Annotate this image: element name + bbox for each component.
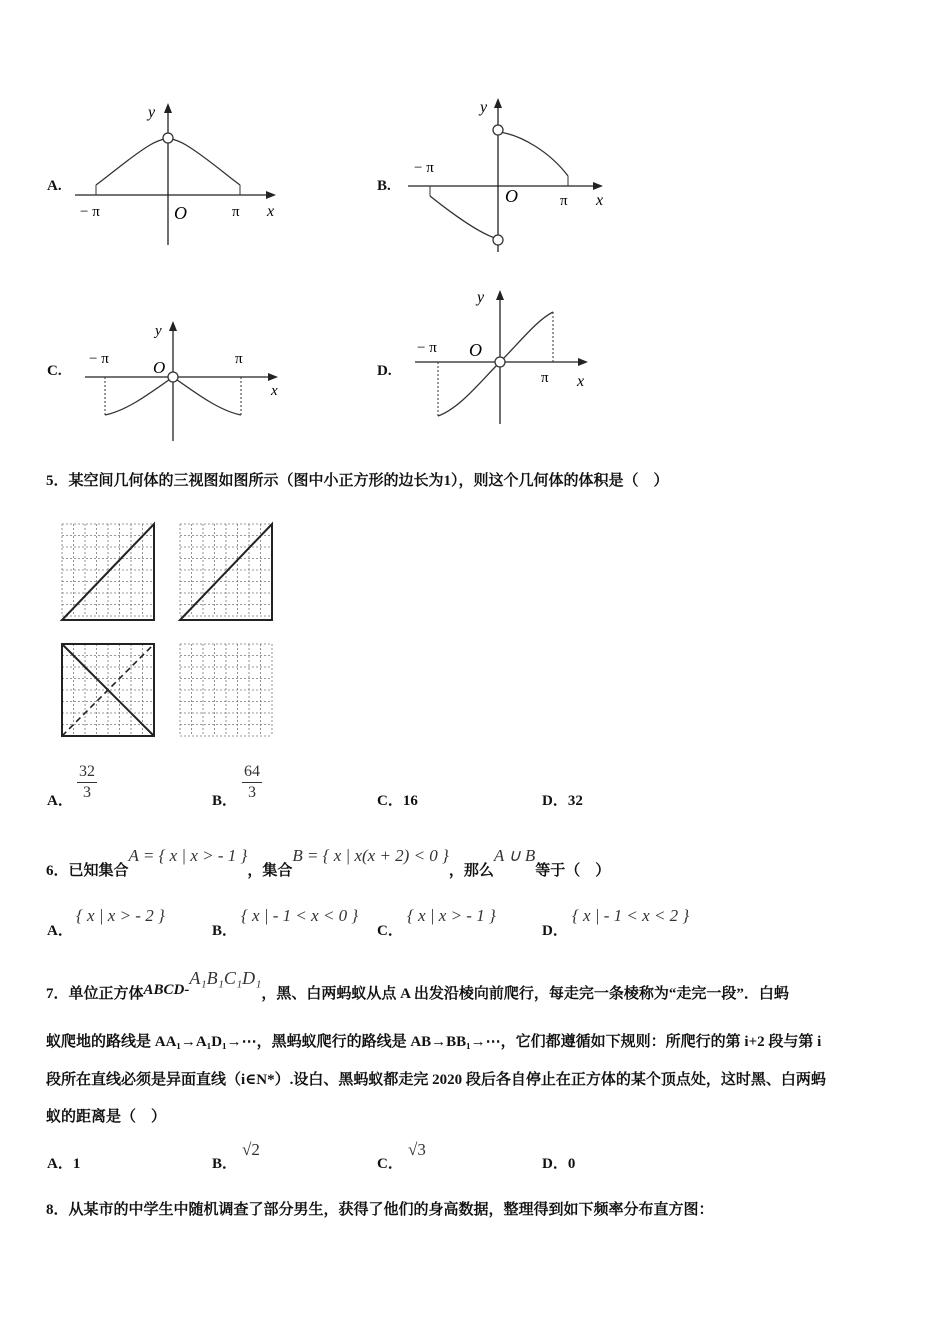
q6-option-d-value: { x | - 1 < x < 2 }	[572, 906, 690, 925]
svg-text:π: π	[560, 193, 568, 209]
q5-option-a-value: $\frac{32}{3}$	[79, 763, 95, 801]
q5-option-a-label: A．	[47, 793, 73, 809]
neg-pi-label: − π	[80, 204, 100, 220]
q7-line-2: 蚁爬地的路线是 AA₁→A₁D₁→⋯，黑蚂蚁爬行的路线是 AB→BB₁→⋯，它们都遵循如下规则：所爬行的第 i+2 段与第 i	[46, 1034, 822, 1050]
svg-text:x: x	[577, 373, 585, 390]
q7-option-d: D．0	[542, 1156, 576, 1172]
q6-option-b-label: B．	[212, 923, 238, 939]
x-label: x	[267, 203, 275, 220]
x-axis-arrow	[266, 191, 276, 199]
q5-option-b-label: B．	[212, 793, 238, 809]
q7-option-b-label: B．	[212, 1156, 238, 1172]
svg-text:O: O	[153, 358, 166, 377]
y-label: y	[148, 104, 156, 121]
graph-a	[70, 95, 290, 255]
q8-stem: 8．从某市的中学生中随机调查了部分男生，获得了他们的身高数据，整理得到如下频率分布直方图：	[46, 1202, 714, 1218]
q6-option-a-value: { x | x > - 2 }	[76, 906, 165, 925]
graph-b-label: B.	[377, 178, 391, 194]
svg-text:y: y	[477, 289, 485, 306]
q6-option-c-value: { x | x > - 1 }	[407, 906, 496, 925]
svg-text:− π: − π	[417, 340, 437, 356]
q7-line-3: 段所在直线必须是异面直线（i∈N*）.设白、黑蚂蚁都走完 2020 段后各自停止在正方体的某个顶点处，这时黑、白两蚂	[46, 1072, 826, 1088]
svg-text:π: π	[541, 370, 549, 386]
svg-text:y: y	[155, 323, 162, 339]
q6-option-d-label: D．	[542, 923, 568, 939]
graph-b	[400, 92, 620, 257]
q6-option-c-label: C．	[377, 923, 403, 939]
q6-option-b-value: { x | - 1 < x < 0 }	[241, 906, 359, 925]
graph-d-label: D.	[377, 363, 392, 379]
open-point	[163, 133, 173, 143]
three-view-diagram	[58, 520, 278, 744]
svg-text:O: O	[469, 340, 482, 360]
q7-option-b-value: √2	[242, 1140, 260, 1159]
svg-text:π: π	[235, 351, 243, 367]
q5-option-c: C．16	[377, 793, 418, 809]
q7-option-c-value: √3	[408, 1140, 426, 1159]
q5-stem: 5．某空间几何体的三视图如图所示（图中小正方形的边长为1），则这个几何体的体积是（ ）	[46, 473, 669, 489]
svg-text:x: x	[596, 192, 604, 209]
q6-stem: 6．已知集合 A = { x | x > - 1 } ，集合 B = { x | x(x + 2) < 0 } ，那么 A ∪ B 等于（ ）	[46, 846, 611, 879]
q7-option-c-label: C．	[377, 1156, 403, 1172]
q6-option-a-label: A．	[47, 923, 73, 939]
svg-text:− π: − π	[414, 160, 434, 176]
q7-option-a: A．1	[47, 1156, 81, 1172]
svg-text:− π: − π	[89, 351, 109, 367]
graph-a-label: A.	[47, 178, 62, 194]
q5-option-b-value: $\frac{64}{3}$	[244, 763, 260, 801]
origin-label: O	[174, 203, 187, 223]
svg-text:O: O	[505, 186, 518, 206]
y-axis-arrow	[164, 103, 172, 113]
q7-line-1: 7．单位正方体 ABCD- A₁B₁C₁D₁ ，黑、白两蚂蚁从点 A 出发沿棱向前爬行，每走完一条棱称为“走完一段”．白蚂	[46, 968, 789, 1002]
pi-label: π	[232, 204, 240, 220]
q7-line-4: 蚁的距离是（ ）	[46, 1109, 167, 1125]
svg-text:x: x	[271, 383, 278, 399]
q5-option-d: D．32	[542, 793, 583, 809]
graph-d	[405, 282, 615, 427]
graph-c	[75, 315, 295, 445]
svg-text:y: y	[480, 99, 488, 116]
graph-c-label: C.	[47, 363, 62, 379]
